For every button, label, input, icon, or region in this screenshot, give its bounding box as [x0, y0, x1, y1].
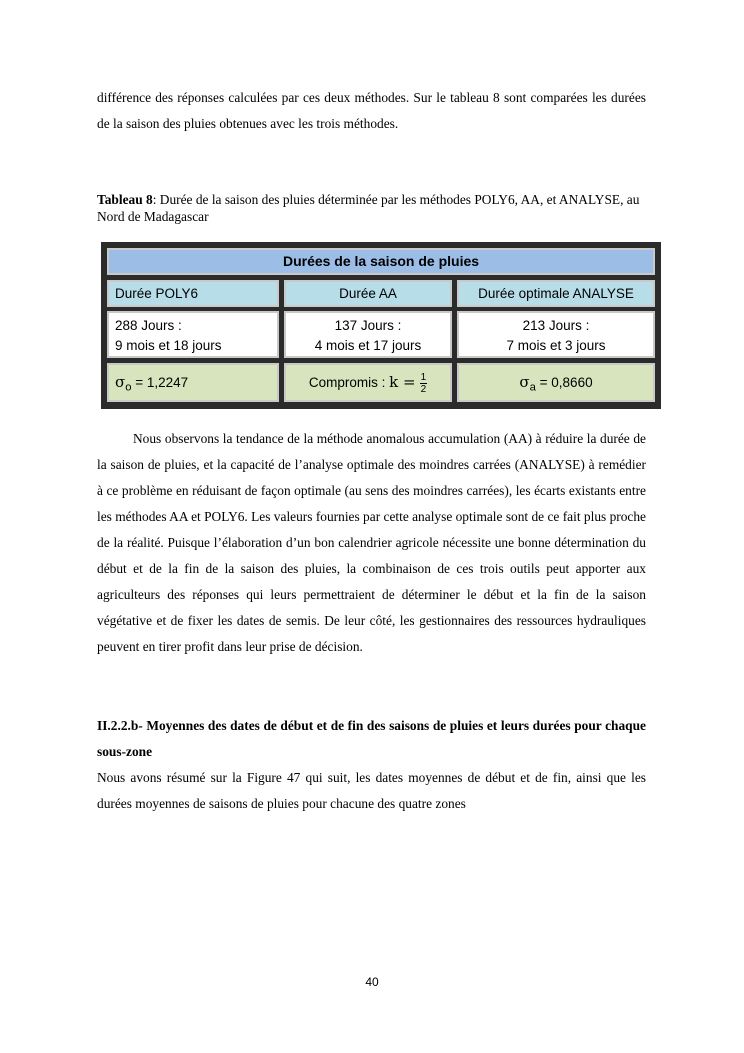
- value-poly6-days: 288 Jours :: [115, 318, 182, 333]
- sigma-a-value: = 0,8660: [535, 375, 593, 390]
- value-analyse: [457, 311, 655, 358]
- sigma-o-cell: [107, 363, 279, 402]
- value-aa: [284, 311, 452, 358]
- value-analyse-detail: 7 mois et 3 jours: [506, 338, 606, 353]
- value-aa-detail: 4 mois et 17 jours: [314, 338, 422, 353]
- discussion-paragraph: Nous observons la tendance de la méthode anomalous accumulation (AA) à réduire la durée de la saison de pluies, et la capacité de l’analyse optimale des moindres carrées (ANALYSE) à remédier à ce problème en réduisant de façon optimale (au sens des moindres carrées), les écarts existants entre les méthodes AA et POLY6. Les valeurs fournies par cette analyse optimale sont de ce fait plus proche de la réalité. Puisque l’élaboration d’un bon calendrier agricole nécessite une bonne détermination du début et de la fin de la saison des pluies, la combinaison de ces trois outils peut apporter aux agriculteurs des réponses qui leurs permettraient de déterminer le début et la fin de la saison végétative et de fixer les dates de semis. De leur côté, les gestionnaires des ressources hydrauliques peuvent en tirer profit dans leur prise de décision.: [97, 431, 647, 654]
- column-label-poly6: Durée POLY6: [107, 280, 279, 307]
- sigma-o-subscript: o: [125, 381, 132, 394]
- value-aa-days: 137 Jours :: [334, 318, 402, 333]
- caption-text: : Durée de la saison des pluies déterminée par les méthodes POLY6, AA, et ANALYSE, au Nord de Madagascar: [97, 192, 640, 224]
- k-numerator: 1: [420, 371, 427, 383]
- column-label-aa: Durée AA: [284, 280, 452, 307]
- page-number: 40: [365, 975, 379, 989]
- value-poly6-detail: 9 mois et 18 jours: [115, 338, 222, 353]
- table-header: Durées de la saison de pluies: [107, 248, 655, 275]
- sigma-a-subscript: a: [529, 381, 536, 394]
- sigma-o-value: = 1,2247: [131, 375, 189, 390]
- sigma-o-symbol: σ: [115, 373, 126, 391]
- section-heading: II.2.2.b- Moyennes des dates de début et de fin des saisons de pluies et leurs durées pour chaque sous-zone: [97, 718, 646, 759]
- value-poly6: [107, 311, 279, 358]
- sigma-a-symbol: σ: [519, 373, 530, 391]
- intro-paragraph: différence des réponses calculées par ces deux méthodes. Sur le tableau 8 sont comparées les durées de la saison des pluies obtenues avec les trois méthodes.: [97, 90, 646, 131]
- column-label-analyse: Durée optimale ANALYSE: [457, 280, 655, 307]
- rain-season-table: [101, 242, 661, 409]
- k-symbol: k =: [389, 373, 416, 391]
- k-denominator: 2: [420, 383, 427, 395]
- sigma-a-cell: [457, 363, 655, 402]
- compromis-cell: [284, 363, 452, 402]
- value-analyse-days: 213 Jours :: [522, 318, 590, 333]
- caption-label: Tableau 8: [97, 192, 153, 207]
- compromis-label: Compromis :: [308, 375, 390, 390]
- figure-intro-paragraph: Nous avons résumé sur la Figure 47 qui suit, les dates moyennes de début et de fin, ainsi que les durées moyennes de saisons de pluies pour chacune des quatre zones: [97, 770, 646, 811]
- table-caption: [97, 191, 646, 225]
- k-fraction: [420, 372, 428, 395]
